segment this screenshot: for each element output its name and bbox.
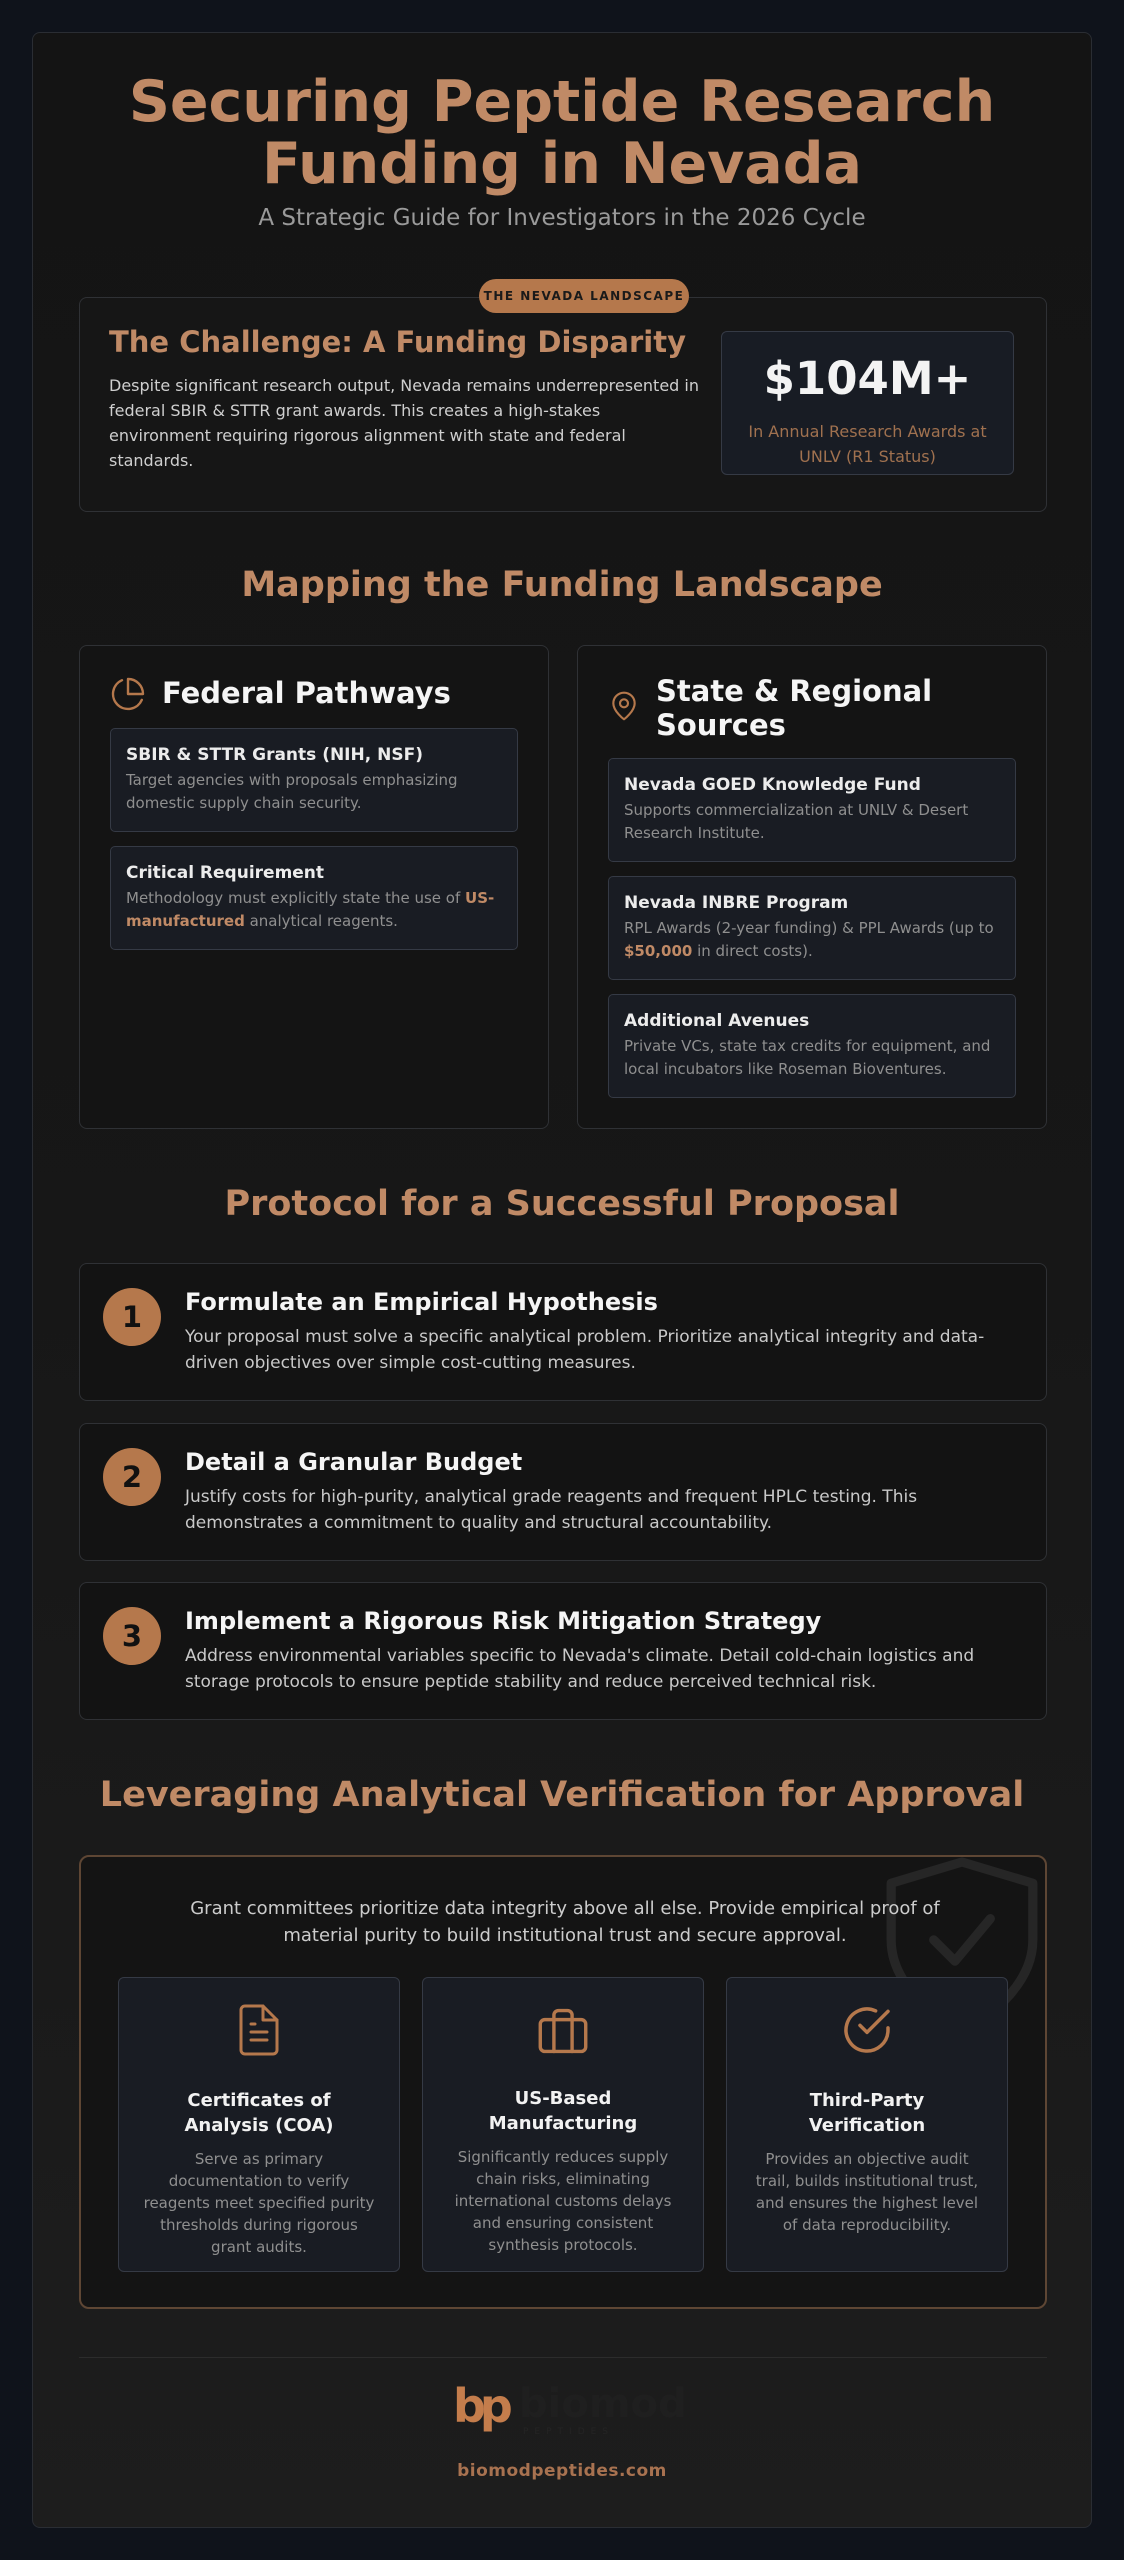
infographic-frame [32,32,1092,2528]
state-item-inbre: Nevada INBRE Program RPL Awards (2-year funding) & PPL Awards (up to $50,000 in direct costs). [608,876,1016,980]
map-pin-icon [608,688,640,724]
step-card [79,1423,1047,1561]
step-title: Detail a Granular Budget [185,1448,523,1476]
challenge-title: The Challenge: A Funding Disparity [109,325,687,359]
brand-logo: bp biomod PEPTIDES [453,2379,687,2437]
briefcase-icon [535,2006,591,2056]
state-item-avenues: Additional Avenues Private VCs, state tax credits for equipment, and local incubators like Roseman Bioventures. [608,994,1016,1098]
stat-value: $104M+ [763,352,972,405]
federal-item-sbir: SBIR & STTR Grants (NIH, NSF) Target agencies with proposals emphasizing domestic supply chain security. [110,728,518,832]
page-title: Securing Peptide Research Funding in Nevada [128,69,996,197]
federal-card [79,645,549,1129]
page-subtitle: A Strategic Guide for Investigators in the 2026 Cycle [258,205,866,231]
federal-item-requirement: Critical Requirement Methodology must explicitly state the use of US-manufactured analytical reagents. [110,846,518,950]
step-card [79,1582,1047,1720]
landscape-badge: THE NEVADA LANDSCAPE [479,279,689,313]
verify-card-third-party: Third-Party Verification Provides an objective audit trail, builds institutional trust, and ensures the highest level of data reproducibility. [726,1977,1008,2272]
check-circle-icon [839,2002,895,2058]
verification-title: Leveraging Analytical Verification for Approval [99,1775,1025,1815]
step-number: 3 [103,1607,161,1665]
step-text: Address environmental variables specific to Nevada's climate. Detail cold-chain logistics and storage protocols to ensure peptide stability and reduce perceived technical risk. [185,1646,975,1692]
state-item-goed: Nevada GOED Knowledge Fund Supports commercialization at UNLV & Desert Research Institute. [608,758,1016,862]
step-title: Formulate an Empirical Hypothesis [185,1288,658,1316]
step-title: Implement a Rigorous Risk Mitigation Strategy [185,1607,822,1635]
verification-intro: Grant committees prioritize data integrity above all else. Provide empirical proof of material purity to build institutional trust and secure approval. [190,1898,940,1946]
mapping-title: Mapping the Funding Landscape [241,565,883,605]
pie-chart-icon [110,676,146,712]
footer-url[interactable]: biomodpeptides.com [457,2461,667,2481]
document-icon [235,2002,283,2058]
stat-box [721,331,1014,475]
step-card [79,1263,1047,1401]
verify-card-coa: Certificates of Analysis (COA) Serve as primary documentation to verify reagents meet specified purity thresholds during rigorous grant audits. [118,1977,400,2272]
step-number: 2 [103,1448,161,1506]
step-text: Justify costs for high-purity, analytical grade reagents and frequent HPLC testing. This demonstrates a commitment to quality and structural accountability. [185,1487,918,1533]
step-text: Your proposal must solve a specific analytical problem. Prioritize analytical integrity and data-driven objectives over simple cost-cutting measures. [185,1327,985,1373]
stat-label: In Annual Research Awards at UNLV (R1 Status) [748,422,987,466]
state-card [577,645,1047,1129]
verify-card-us-manufacturing: US-Based Manufacturing Significantly reduces supply chain risks, eliminating international customs delays and ensuring consistent synthesis protocols. [422,1977,704,2272]
step-number: 1 [103,1288,161,1346]
state-title: State & Regional Sources [656,674,933,742]
verification-panel [79,1855,1047,2309]
protocol-title: Protocol for a Successful Proposal [224,1184,900,1224]
challenge-body: Despite significant research output, Nevada remains underrepresented in federal SBIR & STTR grant awards. This creates a high-stakes environment requiring rigorous alignment with state and federal standards. [109,376,699,470]
federal-title: Federal Pathways [162,676,451,710]
footer-divider [79,2357,1047,2358]
